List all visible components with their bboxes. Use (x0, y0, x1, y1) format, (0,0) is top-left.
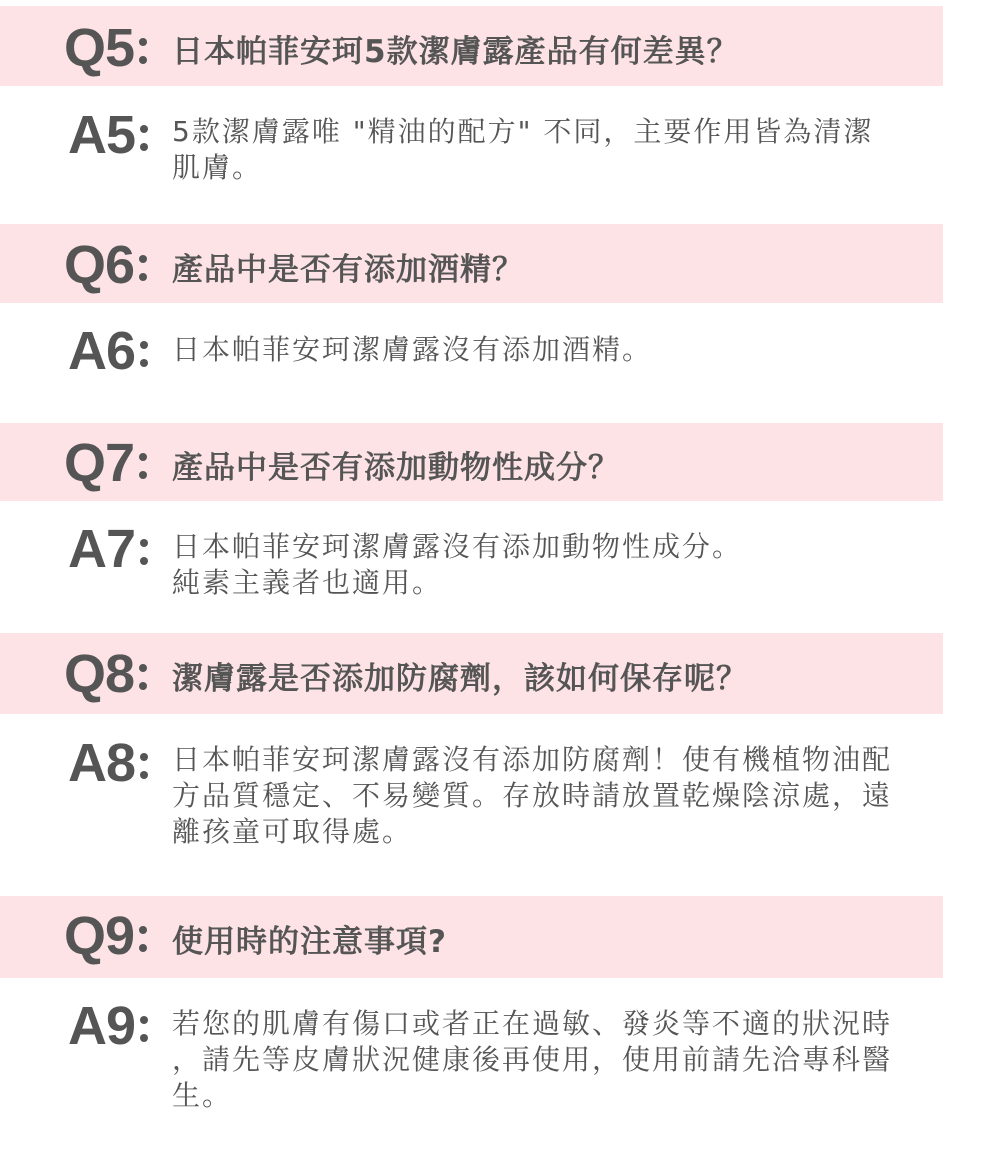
question-text-q6: 產品中是否有添加酒精？ (172, 252, 524, 288)
answer-line: 日本帕菲安珂潔膚露沒有添加防腐劑！使有機植物油配 (172, 743, 893, 776)
answer-label-a9 (68, 996, 149, 1056)
answer-label-a6 (68, 321, 149, 381)
answer-text-a6 (172, 332, 942, 368)
question-number: Q9 (64, 906, 135, 966)
colon-mark (138, 906, 148, 966)
answer-number: A7 (68, 519, 136, 579)
question-text-q9: 使用時的注意事項? (172, 924, 447, 960)
answer-line: 純素主義者也適用。 (172, 566, 443, 599)
colon-mark (139, 105, 149, 165)
answer-line: ，請先等皮膚狀況健康後再使用，使用前請先洽專科醫 (172, 1043, 893, 1076)
answer-line: 日本帕菲安珂潔膚露沒有添加酒精。 (172, 333, 653, 366)
answer-text-a8 (172, 742, 942, 850)
answer-number: A8 (68, 733, 136, 793)
answer-label-a7 (68, 519, 149, 579)
answer-line: 5款潔膚露唯 "精油的配方" 不同，主要作用皆為清潔 (172, 115, 874, 148)
answer-text-a7 (172, 529, 942, 601)
answer-number: A5 (68, 105, 136, 165)
colon-mark (138, 235, 148, 295)
question-label-q8 (64, 644, 148, 704)
question-label-q5 (64, 18, 148, 78)
answer-line: 若您的肌膚有傷口或者正在過敏、發炎等不適的狀況時 (172, 1007, 893, 1040)
answer-line: 離孩童可取得處。 (172, 815, 413, 848)
question-number: Q8 (64, 644, 135, 704)
answer-label-a5 (68, 105, 149, 165)
colon-mark (138, 644, 148, 704)
answer-line: 肌膚。 (172, 151, 263, 184)
answer-line: 方品質穩定、不易變質。存放時請放置乾燥陰涼處，遠 (172, 779, 893, 812)
question-label-q7 (64, 433, 148, 493)
answer-number: A9 (68, 996, 136, 1056)
colon-mark (139, 733, 149, 793)
colon-mark (138, 18, 148, 78)
answer-line: 生。 (172, 1079, 233, 1112)
question-number: Q5 (64, 18, 135, 78)
question-text-q7: 產品中是否有添加動物性成分？ (172, 450, 620, 486)
answer-line: 日本帕菲安珂潔膚露沒有添加動物性成分。 (172, 530, 743, 563)
question-number: Q6 (64, 235, 135, 295)
colon-mark (139, 321, 149, 381)
colon-mark (139, 996, 149, 1056)
answer-text-a5 (172, 114, 942, 186)
question-label-q9 (64, 906, 148, 966)
question-text-q8: 潔膚露是否添加防腐劑，該如何保存呢？ (172, 661, 748, 697)
colon-mark (138, 433, 148, 493)
colon-mark (139, 519, 149, 579)
answer-label-a8 (68, 733, 149, 793)
answer-number: A6 (68, 321, 136, 381)
question-text-q5: 日本帕菲安珂5款潔膚露產品有何差異？ (172, 34, 739, 70)
question-number: Q7 (64, 433, 135, 493)
question-label-q6 (64, 235, 148, 295)
answer-text-a9 (172, 1006, 942, 1114)
